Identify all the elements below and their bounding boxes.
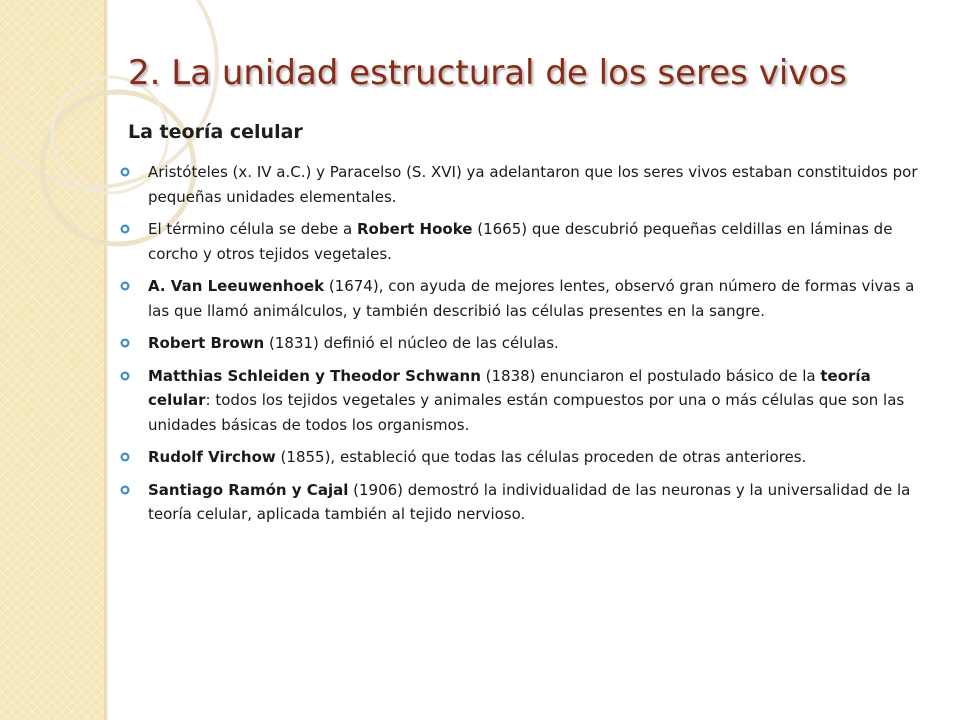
slide-subtitle: La teoría celular <box>128 121 303 143</box>
slide-title: 2. La unidad estructural de los seres vivos <box>128 53 847 93</box>
ring-bullet-icon <box>120 485 130 495</box>
bullet-text: (1674), con ayuda de mejores lentes, observó gran número de formas vivas a las que llamó animálculos, y también describió las células presentes en la sangre. <box>148 277 915 320</box>
ring-bullet-icon <box>120 338 130 348</box>
ring-bullet-icon <box>120 371 130 381</box>
bullet-text: : todos los tejidos vegetales y animales están compuestos por una o más células que son las unidades básicas de todos los organismos. <box>148 391 905 434</box>
ring-bullet-icon <box>120 452 130 462</box>
ring-bullet-icon <box>120 224 130 234</box>
bullet-item <box>120 217 928 266</box>
ring-bullet-icon <box>120 167 130 177</box>
bullet-item <box>120 331 928 356</box>
band-edge <box>104 0 108 720</box>
bullet-bold-text: Robert Brown <box>148 334 265 352</box>
bullet-text: (1838) enunciaron el postulado básico de la <box>480 366 821 385</box>
bullet-text: Aristóteles (x. IV a.C.) y Paracelso (S. XVI) ya adelantaron que los seres vivos estaban constituidos por pequeñas unidades elementales. <box>148 163 918 206</box>
bullet-text: El término célula se debe a <box>148 220 357 238</box>
bullet-text: (1906) demostró la individualidad de las neuronas y la universalidad de la teoría celular, aplicada también al tejido nervioso. <box>148 480 911 523</box>
bullet-text: (1855), estableció que todas las células proceden de otras anteriores. <box>275 448 807 466</box>
bullet-bold-text: Robert Hooke <box>356 220 473 238</box>
bullet-list <box>120 160 928 535</box>
bullet-bold-text: Santiago Ramón y Cajal <box>148 480 349 499</box>
bullet-bold-text: Rudolf Virchow <box>148 448 276 466</box>
left-decorative-band <box>0 0 104 720</box>
bullet-bold-text: Matthias Schleiden y Theodor Schwann <box>148 366 481 385</box>
bullet-bold-text: teoría celular <box>148 366 871 409</box>
bullet-text: (1665) que descubrió pequeñas celdillas en láminas de corcho y otros tejidos vegetales. <box>148 220 893 263</box>
bullet-item <box>120 478 928 527</box>
bullet-item <box>120 364 928 438</box>
bullet-bold-text: A. Van Leeuwenhoek <box>148 277 325 295</box>
bullet-item <box>120 160 928 209</box>
ring-bullet-icon <box>120 281 130 291</box>
bullet-item <box>120 274 928 323</box>
bullet-text: (1831) definió el núcleo de las células. <box>264 334 559 352</box>
bullet-item <box>120 445 928 470</box>
